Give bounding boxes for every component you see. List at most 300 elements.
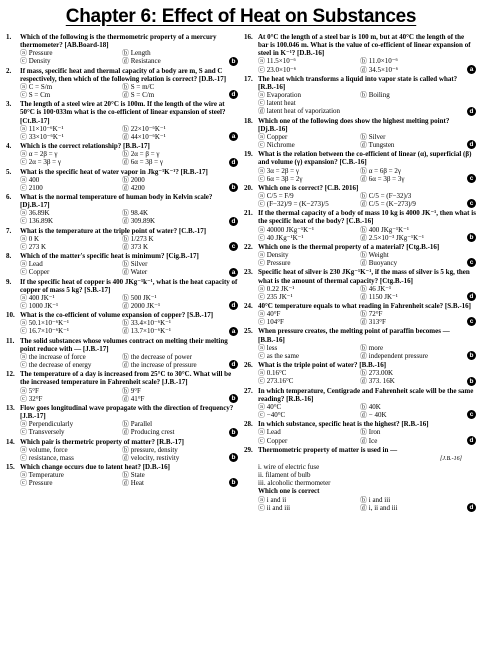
answer-badge: b xyxy=(229,428,238,437)
option[interactable]: ⓐ 40000 JKg⁻¹K⁻¹ xyxy=(258,225,314,234)
option[interactable]: ⓓ 373. 16K xyxy=(360,377,395,386)
question-number: 4. xyxy=(6,142,12,151)
options xyxy=(244,91,476,115)
options xyxy=(6,150,238,166)
question-text: Flow goes longitudinal wave propagate with the direction of frequency? [J.B.-17] xyxy=(20,403,234,421)
option[interactable]: ⓑ 400 JKg⁻¹K⁻¹ xyxy=(360,225,409,234)
question-header xyxy=(6,193,238,209)
option[interactable]: ⓒ S = Cm xyxy=(20,91,51,100)
question-26 xyxy=(244,361,476,385)
question-15 xyxy=(6,463,238,487)
options xyxy=(6,49,238,65)
option[interactable]: ⓑ i and iii xyxy=(360,495,391,504)
option[interactable]: ⓐ Pressure xyxy=(20,49,53,58)
question-header xyxy=(6,311,238,319)
option[interactable]: ⓓ 13.7×10⁻⁶K⁻¹ xyxy=(122,327,171,336)
question-19 xyxy=(244,150,476,183)
option[interactable]: ⓓ 4200 xyxy=(122,183,145,192)
answer-badge: b xyxy=(229,453,238,462)
right-column xyxy=(244,33,476,513)
option[interactable]: ⓒ 40 JKg⁻¹K⁻¹ xyxy=(258,233,304,242)
option[interactable]: ⓐ Density xyxy=(258,251,289,260)
option[interactable]: ⓓ 309.89K xyxy=(122,217,156,226)
question-1 xyxy=(6,33,238,66)
answer-badge: c xyxy=(467,317,476,326)
question-number: 22. xyxy=(244,242,253,251)
question-number: 27. xyxy=(244,386,253,395)
option[interactable]: ⓒ 235 JK⁻¹ xyxy=(258,292,293,301)
question-21 xyxy=(244,209,476,242)
answer-badge: b xyxy=(229,183,238,192)
question-text: In which temperature, Centigrade and Fahrenheit scale will be the same reading? [R.B.-16] xyxy=(258,386,474,403)
option[interactable]: ⓓ 34.5×10⁻⁶ xyxy=(360,65,399,74)
question-number: 26. xyxy=(244,361,253,370)
question-header xyxy=(244,75,476,91)
options xyxy=(244,167,476,183)
options xyxy=(6,209,238,225)
answer-badge: b xyxy=(467,377,476,386)
question-header xyxy=(244,117,476,133)
answer-badge: b xyxy=(467,351,476,360)
option[interactable]: ⓒ 2α = 3β = γ xyxy=(20,158,61,167)
options xyxy=(244,57,476,73)
question-number: 16. xyxy=(244,33,253,41)
options xyxy=(6,420,238,436)
question-text: What is the specific heat of water vapor in Jkg⁻¹K⁻¹? [R.B.-17] xyxy=(20,167,208,176)
option[interactable]: ⓒ resistance, mass xyxy=(20,453,74,462)
answer-badge: d xyxy=(467,436,476,445)
question-number: 18. xyxy=(244,116,253,125)
options xyxy=(244,369,476,385)
option[interactable]: ⓑ 33.4×10⁻⁶K⁻¹ xyxy=(122,319,171,328)
question-header xyxy=(244,243,476,251)
question-text: At 0°C the length of a steel bar is 100 m, but at 40°C the length of the bar is 100.046 m. What is the value of co-efficient of linear expansion of steel in K⁻¹? [D.B.-16] xyxy=(258,33,471,58)
answer-badge: d xyxy=(467,503,476,512)
answer-badge: d xyxy=(229,158,238,167)
option[interactable]: ⓓ C/5 = (K−273)/9 xyxy=(360,200,416,209)
answer-badge: d xyxy=(467,107,476,116)
question-header xyxy=(6,370,238,386)
options xyxy=(244,403,476,419)
question-14 xyxy=(6,438,238,462)
question-number: 19. xyxy=(244,150,253,159)
question-text: The temperature of a day is increased from 25°C to 30°C. What will be the increased temperature in Fahrenheit scale? [J.B.-17] xyxy=(20,370,232,387)
option[interactable]: ⓑ 22×10⁻⁶K⁻¹ xyxy=(122,124,166,133)
option[interactable]: ⓑ S = m/C xyxy=(122,82,155,91)
question-header xyxy=(244,150,476,166)
question-text: 40°C temperature equals to what reading in Fahrenheit scale? [S.B.-16] xyxy=(258,302,471,310)
question-header xyxy=(6,67,238,83)
option[interactable]: ⓐ Temperature xyxy=(20,471,64,480)
option[interactable]: ⓓ 2.5×10⁻³ JKg⁻¹K⁻¹ xyxy=(360,233,424,242)
option[interactable]: ⓑ State xyxy=(122,471,145,480)
question-header xyxy=(6,438,238,446)
question-24 xyxy=(244,302,476,326)
question-number: 14. xyxy=(6,437,15,446)
question-text: Which pair is thermetric property of matter? [R.B.-17] xyxy=(20,437,185,446)
question-27 xyxy=(244,387,476,420)
option[interactable]: ⓐ 40°C xyxy=(258,402,282,411)
question-header xyxy=(244,446,476,454)
option[interactable]: ⓑ Parallel xyxy=(122,420,153,429)
option[interactable]: ⓐ α = 2β = γ xyxy=(20,150,58,159)
options xyxy=(244,192,476,208)
option[interactable]: ⓑ more xyxy=(360,343,384,352)
options xyxy=(244,310,476,326)
option[interactable]: ⓑ 40K xyxy=(360,402,381,411)
option[interactable]: ⓐ 11×10⁻⁶K⁻¹ xyxy=(20,124,64,133)
option[interactable]: ⓐ C/5 = F/9 xyxy=(258,191,294,200)
option[interactable]: ⓐ the increase of force xyxy=(20,352,86,361)
question-12 xyxy=(6,370,238,403)
option[interactable]: ⓓ Ice xyxy=(360,436,378,445)
option[interactable]: ⓒ Transversely xyxy=(20,428,65,437)
options xyxy=(6,319,238,335)
question-header xyxy=(6,404,238,420)
option[interactable]: ⓒ 2100 xyxy=(20,183,43,192)
question-text: In which substance, specific heat is the highest? [R.B.-16] xyxy=(258,420,429,429)
answer-badge: a xyxy=(229,132,238,141)
option[interactable]: ⓓ independent pressure xyxy=(360,351,429,360)
question-text: Which is the correct relationship? [B.B.-17] xyxy=(20,142,150,151)
question-header xyxy=(244,268,476,284)
question-text: Which one of the following does show the highest melting point? [Dj.B.-16] xyxy=(258,116,450,133)
option[interactable]: ⓑ 11.0×10⁻⁶ xyxy=(360,57,398,66)
option[interactable]: ⓒ latent heat xyxy=(258,99,296,108)
answer-badge: a xyxy=(229,268,238,277)
option[interactable]: ⓑ 72°F xyxy=(360,310,383,319)
question-subprompt: Which one is correct xyxy=(258,487,320,496)
question-10 xyxy=(6,311,238,335)
options xyxy=(6,387,238,403)
question-number: 20. xyxy=(244,183,253,192)
question-number: 8. xyxy=(6,252,12,261)
option[interactable]: ⓓ 6α = 3β = γ xyxy=(122,158,163,167)
question-header xyxy=(244,420,476,428)
question-header xyxy=(6,168,238,176)
option[interactable]: ⓒ 273.16°C xyxy=(258,377,294,386)
question-header xyxy=(244,184,476,192)
option[interactable]: ⓒ Pressure xyxy=(258,259,291,268)
question-text: Specific heat of silver is 230 JKg⁻¹K⁻¹, if the mass of silver is 5 kg, then what is the amount of thermal capacity? [Ctg.B.-16] xyxy=(258,268,470,285)
question-text: The length of a steel wire at 20°C is 100m. If the length of the wire at 50°C is 100·033m what is the co-efficient of linear expansion of steel? [Ct.B.-17] xyxy=(20,100,226,125)
option[interactable]: ⓐ Lead xyxy=(258,428,281,437)
option[interactable]: ⓑ 2α = β = γ xyxy=(122,150,160,159)
question-3 xyxy=(6,100,238,141)
columns xyxy=(6,33,476,513)
answer-badge: a xyxy=(467,65,476,74)
question-text: Which of the following is the thermometric property of a mercury thermometer? [AB.Board-18] xyxy=(20,33,217,50)
answer-badge: b xyxy=(229,478,238,487)
option[interactable]: ⓓ Buoyancy xyxy=(360,259,398,268)
option[interactable]: ⓐ 50.1×10⁻⁶K⁻¹ xyxy=(20,319,69,328)
option[interactable]: ⓒ −40°C xyxy=(258,411,286,420)
question-13 xyxy=(6,404,238,437)
answer-badge: c xyxy=(467,199,476,208)
question-25 xyxy=(244,327,476,360)
option[interactable]: ⓑ Length xyxy=(122,49,151,58)
question-text: What is the triple point of water? [B.B.-16] xyxy=(258,361,387,370)
option[interactable]: ⓓ Tungsten xyxy=(360,141,395,150)
options xyxy=(244,133,476,149)
option[interactable]: ⓓ Resistance xyxy=(122,57,161,66)
question-header xyxy=(6,463,238,471)
question-number: 6. xyxy=(6,192,12,201)
question-18 xyxy=(244,117,476,150)
answer-badge: d xyxy=(229,360,238,369)
option[interactable]: ⓓ Producing crest xyxy=(122,428,175,437)
option[interactable]: ⓓ 41°F xyxy=(122,394,145,403)
option[interactable]: ⓐ Perpendicularly xyxy=(20,420,74,429)
answer-badge: c xyxy=(229,242,238,251)
option[interactable]: ⓑ 273.00K xyxy=(360,369,394,378)
question-number: 7. xyxy=(6,226,12,235)
option[interactable]: ⓐ 400 JK⁻¹ xyxy=(20,293,55,302)
answer-badge: d xyxy=(229,90,238,99)
option[interactable]: ⓓ velocity, restivity xyxy=(122,453,180,462)
question-4 xyxy=(6,142,238,166)
option[interactable]: ⓑ 98.4K xyxy=(122,209,149,218)
question-text: If the thermal capacity of a body of mass 10 kg is 4000 JK⁻¹, then what is the specific heat of the body? [C.B.-16] xyxy=(258,209,476,226)
question-text: The heat which transforms a liquid into vapor state is called what? [R.B.-16] xyxy=(258,74,458,91)
question-number: 2. xyxy=(6,66,12,75)
option[interactable]: ⓐ 3α = 2β = γ xyxy=(258,166,299,175)
option[interactable]: ⓑ α = 6β = 2γ xyxy=(360,166,401,175)
option[interactable]: ⓓ i, ii and iii xyxy=(360,503,398,512)
option[interactable]: ⓒ the decrease of energy xyxy=(20,361,92,370)
option[interactable]: ⓒ 23.0×10⁻⁶ xyxy=(258,65,297,74)
question-8 xyxy=(6,252,238,276)
option[interactable]: ⓒ 6α = 3β = 2γ xyxy=(258,174,303,183)
option[interactable]: ⓓ the increase of pressure xyxy=(122,361,197,370)
option[interactable]: ⓓ Heat xyxy=(122,479,144,488)
question-source: [J.B.-16] xyxy=(440,455,462,462)
answer-badge: d xyxy=(467,292,476,301)
option[interactable]: ⓐ 36.89K xyxy=(20,209,50,218)
option[interactable]: ⓐ 0 K xyxy=(20,234,40,243)
options xyxy=(6,260,238,276)
question-text: Which of the matter's specific heat is minimum? [Cig.B.-17] xyxy=(20,252,199,261)
question-header xyxy=(6,33,238,49)
question-text: If mass, specific heat and thermal capacity of a body are m, S and C respectively, then which of the following relation is correct? [D.B.-17] xyxy=(20,66,227,83)
question-11 xyxy=(6,337,238,370)
option[interactable]: ⓑ 1/273 K xyxy=(122,234,154,243)
question-header xyxy=(6,100,238,124)
question-number: 9. xyxy=(6,277,12,286)
option[interactable]: ⓑ 9°F xyxy=(122,386,141,395)
option[interactable]: ⓒ 33×10⁻⁶K⁻¹ xyxy=(20,132,64,141)
question-number: 12. xyxy=(6,370,15,379)
options xyxy=(244,251,476,267)
option[interactable]: ⓒ (F−32)/9 = (K−273)/5 xyxy=(258,200,329,209)
option[interactable]: ⓑ C/5 = (F−32)/3 xyxy=(360,191,412,200)
options xyxy=(6,353,238,369)
option[interactable]: ⓒ ii and iii xyxy=(258,503,291,512)
option[interactable]: ⓐ 0.22 JK⁻¹ xyxy=(258,284,295,293)
options xyxy=(6,294,238,310)
option[interactable]: ⓒ 32°F xyxy=(20,394,43,403)
option[interactable]: ⓒ 136.89K xyxy=(20,217,54,226)
option[interactable]: ⓓ S = C/m xyxy=(122,91,155,100)
option[interactable]: ⓒ 1000 JK⁻¹ xyxy=(20,302,59,310)
options xyxy=(6,125,238,141)
question-23 xyxy=(244,268,476,301)
statement-item: ii. filament of bulb xyxy=(258,471,311,480)
question-number: 21. xyxy=(244,209,253,218)
question-number: 13. xyxy=(6,403,15,412)
question-header xyxy=(244,361,476,369)
question-number: 17. xyxy=(244,74,253,83)
option[interactable]: ⓐ 0.16°C xyxy=(258,369,287,378)
question-17 xyxy=(244,75,476,116)
question-text: What is the temperature at the triple point of water? [C.B.-17] xyxy=(20,226,207,235)
question-20 xyxy=(244,184,476,208)
question-16 xyxy=(244,33,476,74)
question-number: 23. xyxy=(244,268,253,277)
options xyxy=(6,176,238,192)
question-number: 3. xyxy=(6,100,12,109)
question-7 xyxy=(6,227,238,251)
question-number: 11. xyxy=(6,336,15,345)
option[interactable]: ⓒ Nichrome xyxy=(258,141,295,150)
question-number: 24. xyxy=(244,302,253,310)
option[interactable]: ⓐ 400 xyxy=(20,175,40,184)
question-text: If the specific heat of copper is 400 JKg⁻¹k⁻¹, what is the heat capacity of copper of mass 5 kg? [S.B.-17] xyxy=(20,277,238,294)
option[interactable]: ⓒ as the same xyxy=(258,351,300,360)
option[interactable]: ⓓ − 40K xyxy=(360,411,387,420)
question-2 xyxy=(6,67,238,100)
question-number: 1. xyxy=(6,33,12,41)
option[interactable]: ⓐ volume, force xyxy=(20,445,68,454)
statement-item: iii. alcoholic thermometer xyxy=(258,479,331,488)
option[interactable]: ⓒ Pressure xyxy=(20,479,53,488)
question-header xyxy=(6,337,238,353)
option[interactable]: ⓓ 313°F xyxy=(360,318,386,327)
question-text: Which one is the thermal property of a material? [Ctg.B.-16] xyxy=(258,242,440,251)
option[interactable]: ⓓ 6α = 3β = 3γ xyxy=(360,174,405,183)
option[interactable]: ⓑ Iron xyxy=(360,428,381,437)
option[interactable]: ⓐ 11.5×10⁻⁶ xyxy=(258,57,296,66)
option[interactable]: ⓓ 2000 JK⁻¹ xyxy=(122,302,161,310)
options xyxy=(6,471,238,487)
answer-badge: c xyxy=(467,258,476,267)
option[interactable]: ⓒ Copper xyxy=(20,268,50,277)
option[interactable]: ⓐ Copper xyxy=(258,132,288,141)
option[interactable]: ⓓ 44×10⁻⁶K⁻¹ xyxy=(122,132,166,141)
option[interactable]: ⓐ less xyxy=(258,343,278,352)
options xyxy=(244,428,476,444)
question-header xyxy=(6,278,238,294)
right-questions xyxy=(244,33,476,445)
option[interactable]: ⓑ 500 JK⁻¹ xyxy=(122,293,157,302)
options xyxy=(6,235,238,251)
option[interactable]: ⓓ latent heat of vaporization xyxy=(258,107,341,116)
option[interactable]: ⓐ Evaporation xyxy=(258,91,301,100)
option[interactable]: ⓐ C = S/m xyxy=(20,82,53,91)
option[interactable]: ⓑ Boiling xyxy=(360,91,390,100)
question-text: Thermometric property of matter is used in — xyxy=(258,445,398,454)
answer-badge: d xyxy=(229,301,238,310)
question-number: 25. xyxy=(244,327,253,336)
option[interactable]: ⓓ Water xyxy=(122,268,148,277)
options xyxy=(6,83,238,99)
option[interactable]: ⓐ 5°F xyxy=(20,386,39,395)
answer-badge: d xyxy=(229,217,238,226)
question-header xyxy=(244,33,476,57)
option[interactable]: ⓒ Density xyxy=(20,57,51,66)
options xyxy=(6,446,238,462)
option[interactable]: ⓑ Silver xyxy=(122,260,148,269)
question-text: Which one is correct? [C.B. 2016] xyxy=(258,183,359,192)
option[interactable]: ⓑ pressure, density xyxy=(122,445,178,454)
question-number: 28. xyxy=(244,420,253,429)
question-header xyxy=(6,252,238,260)
option[interactable]: ⓓ 373 K xyxy=(122,242,149,251)
options xyxy=(244,496,476,512)
answer-badge: a xyxy=(229,327,238,336)
page-title: Chapter 6: Effect of Heat on Substances xyxy=(65,6,417,27)
question-28 xyxy=(244,420,476,444)
question-number: 15. xyxy=(6,462,15,471)
question-header xyxy=(6,142,238,150)
option[interactable]: ⓐ i and ii xyxy=(258,495,287,504)
question-number: 10. xyxy=(6,311,15,320)
question-text: What is the co-efficient of volume expansion of copper? [S.B.-17] xyxy=(20,311,214,320)
option[interactable]: ⓒ 104°F xyxy=(258,318,284,327)
option[interactable]: ⓑ 46 JK⁻¹ xyxy=(360,284,392,293)
option[interactable]: ⓑ the decrease of power xyxy=(122,352,192,361)
answer-badge: c xyxy=(467,410,476,419)
options xyxy=(244,226,476,242)
option[interactable]: ⓐ 40°F xyxy=(258,310,281,319)
question-header xyxy=(244,387,476,403)
answer-badge: b xyxy=(229,57,238,66)
answer-badge: b xyxy=(467,233,476,242)
option[interactable]: ⓒ Copper xyxy=(258,436,288,445)
option[interactable]: ⓓ 1150 JK⁻¹ xyxy=(360,292,398,301)
question-9 xyxy=(6,278,238,311)
answer-badge: c xyxy=(467,174,476,183)
options xyxy=(244,344,476,360)
option[interactable]: ⓑ Silver xyxy=(360,132,386,141)
question-number: 29. xyxy=(244,445,253,454)
question-header xyxy=(244,302,476,310)
options xyxy=(244,285,476,301)
question-29 xyxy=(244,446,476,512)
question-5 xyxy=(6,168,238,192)
option[interactable]: ⓒ 16.7×10⁻⁶K⁻¹ xyxy=(20,327,69,336)
question-text: What is the normal temperature of human body in Kelvin scale? [Dj.B.-17] xyxy=(20,192,213,210)
statement-item: i. wire of electric fuse xyxy=(258,462,320,471)
left-column xyxy=(6,33,238,513)
question-header xyxy=(244,209,476,225)
option[interactable]: ⓒ 273 K xyxy=(20,242,47,251)
question-6 xyxy=(6,193,238,226)
question-text: When pressure creates, the melting point of paraffin becomes — [B.B.-16] xyxy=(258,327,450,344)
question-header xyxy=(6,227,238,235)
question-header xyxy=(244,327,476,343)
option[interactable]: ⓐ Lead xyxy=(20,260,43,269)
question-text: The solid substances whose volumes contract on melting their melting point reduce with — [J.B.-17] xyxy=(20,336,228,353)
question-number: 5. xyxy=(6,167,12,176)
question-text: What is the relation between the co-efficient of linear (α), superficial (β) and volume (γ) expansion? [C.B.-16] xyxy=(258,150,472,167)
question-22 xyxy=(244,243,476,267)
answer-badge: d xyxy=(467,140,476,149)
question-text: Which change occurs due to latent heat? [D.B.-16] xyxy=(20,462,170,471)
option[interactable]: ⓑ Weight xyxy=(360,251,389,260)
statement-list xyxy=(244,463,476,487)
option[interactable]: ⓑ 2000 xyxy=(122,175,145,184)
